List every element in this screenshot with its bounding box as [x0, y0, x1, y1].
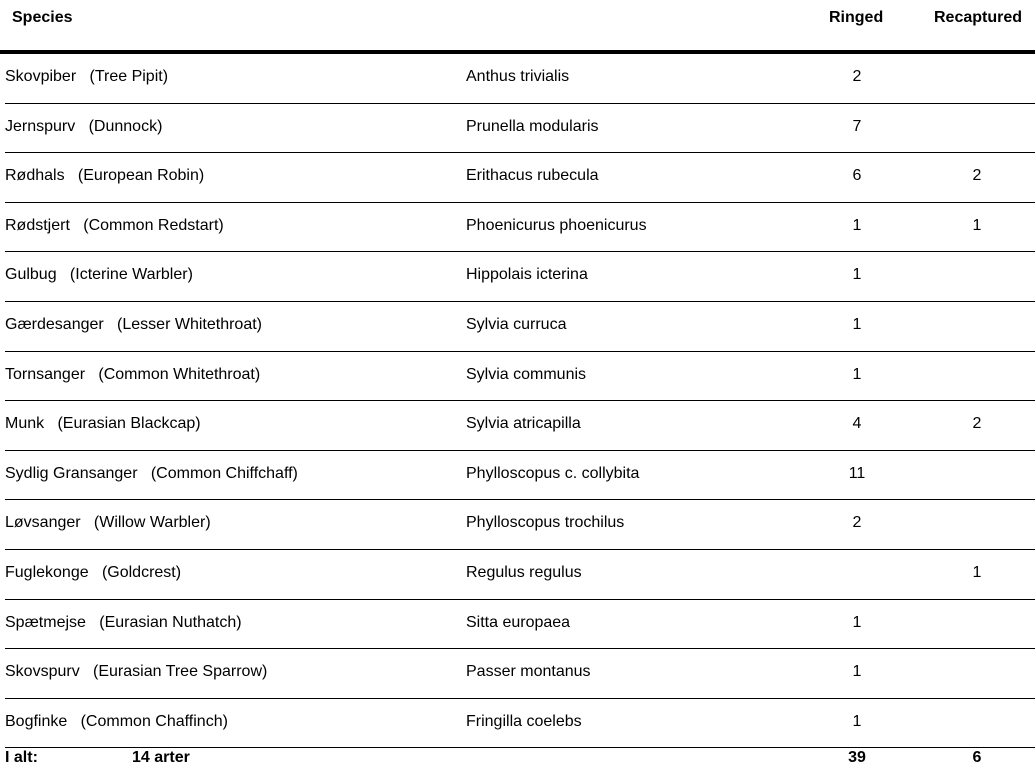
- species-name: Fuglekonge (Goldcrest): [5, 563, 182, 581]
- species-name: Gulbug (Icterine Warbler): [5, 266, 193, 284]
- table-row: [5, 252, 1035, 302]
- table-row: [5, 54, 1035, 104]
- recaptured-count: 2: [972, 167, 982, 185]
- table-row: [5, 401, 1035, 451]
- table-row: [5, 352, 1035, 402]
- table-row: [5, 500, 1035, 550]
- ringed-count: 1: [852, 315, 862, 333]
- species-name: Rødhals (European Robin): [5, 167, 205, 185]
- ringed-count: 1: [852, 712, 862, 730]
- ringed-count: 1: [852, 663, 862, 681]
- species-name: Tornsanger (Common Whitethroat): [5, 365, 261, 383]
- ringed-count: 2: [852, 68, 862, 85]
- species-name: Skovspurv (Eurasian Tree Sparrow): [5, 663, 268, 681]
- total-row: [5, 735, 1035, 777]
- species-name: Spætmejse (Eurasian Nuthatch): [5, 613, 242, 631]
- latin-name: Sylvia curruca: [466, 315, 567, 333]
- latin-name: Phylloscopus trochilus: [466, 514, 625, 532]
- header-species: Species: [12, 9, 73, 26]
- table-row: [5, 302, 1035, 352]
- latin-name: Erithacus rubecula: [466, 167, 599, 185]
- table-row: [5, 451, 1035, 501]
- recaptured-count: 1: [972, 563, 982, 581]
- latin-name: Phoenicurus phoenicurus: [466, 216, 647, 234]
- species-name: Skovpiber (Tree Pipit): [5, 68, 169, 85]
- recaptured-count: 2: [972, 415, 982, 433]
- ringed-count: 1: [852, 365, 862, 383]
- table-row: [5, 153, 1035, 203]
- table-row: [5, 550, 1035, 600]
- ringed-count: 1: [852, 613, 862, 631]
- total-species-count: 14 arter: [132, 749, 190, 766]
- table-row: [5, 600, 1035, 650]
- species-name: Løvsanger (Willow Warbler): [5, 514, 211, 532]
- latin-name: Phylloscopus c. collybita: [466, 464, 640, 482]
- ringed-count: 1: [852, 266, 862, 284]
- latin-name: Passer montanus: [466, 663, 591, 681]
- total-recaptured: 6: [972, 749, 982, 766]
- species-name: Rødstjert (Common Redstart): [5, 216, 224, 234]
- latin-name: Sylvia atricapilla: [466, 415, 581, 433]
- species-name: Munk (Eurasian Blackcap): [5, 415, 201, 433]
- table-row: [5, 649, 1035, 699]
- latin-name: Fringilla coelebs: [466, 712, 582, 730]
- latin-name: Sitta europaea: [466, 613, 571, 631]
- ringed-count: 1: [852, 216, 862, 234]
- ringed-count: 7: [852, 117, 862, 135]
- table-body: [5, 54, 1035, 748]
- species-name: Gærdesanger (Lesser Whitethroat): [5, 315, 262, 333]
- total-label: I alt:: [5, 749, 38, 766]
- total-ringed: 39: [848, 749, 866, 766]
- header-recaptured: Recaptured: [934, 9, 1023, 26]
- header-ringed: Ringed: [829, 9, 884, 26]
- latin-name: Regulus regulus: [466, 563, 582, 581]
- species-name: Bogfinke (Common Chaffinch): [5, 712, 228, 730]
- species-name: Jernspurv (Dunnock): [5, 117, 163, 135]
- table-header: [0, 0, 1035, 54]
- ringed-count: 6: [852, 167, 862, 185]
- latin-name: Sylvia communis: [466, 365, 587, 383]
- ringed-count: 4: [852, 415, 862, 433]
- ringed-count: 11: [848, 464, 866, 482]
- latin-name: Anthus trivialis: [466, 68, 570, 85]
- table-row: [5, 104, 1035, 154]
- table-row: [5, 203, 1035, 253]
- latin-name: Hippolais icterina: [466, 266, 588, 284]
- species-name: Sydlig Gransanger (Common Chiffchaff): [5, 464, 298, 482]
- recaptured-count: 1: [972, 216, 982, 234]
- latin-name: Prunella modularis: [466, 117, 599, 135]
- ringed-count: 2: [852, 514, 862, 532]
